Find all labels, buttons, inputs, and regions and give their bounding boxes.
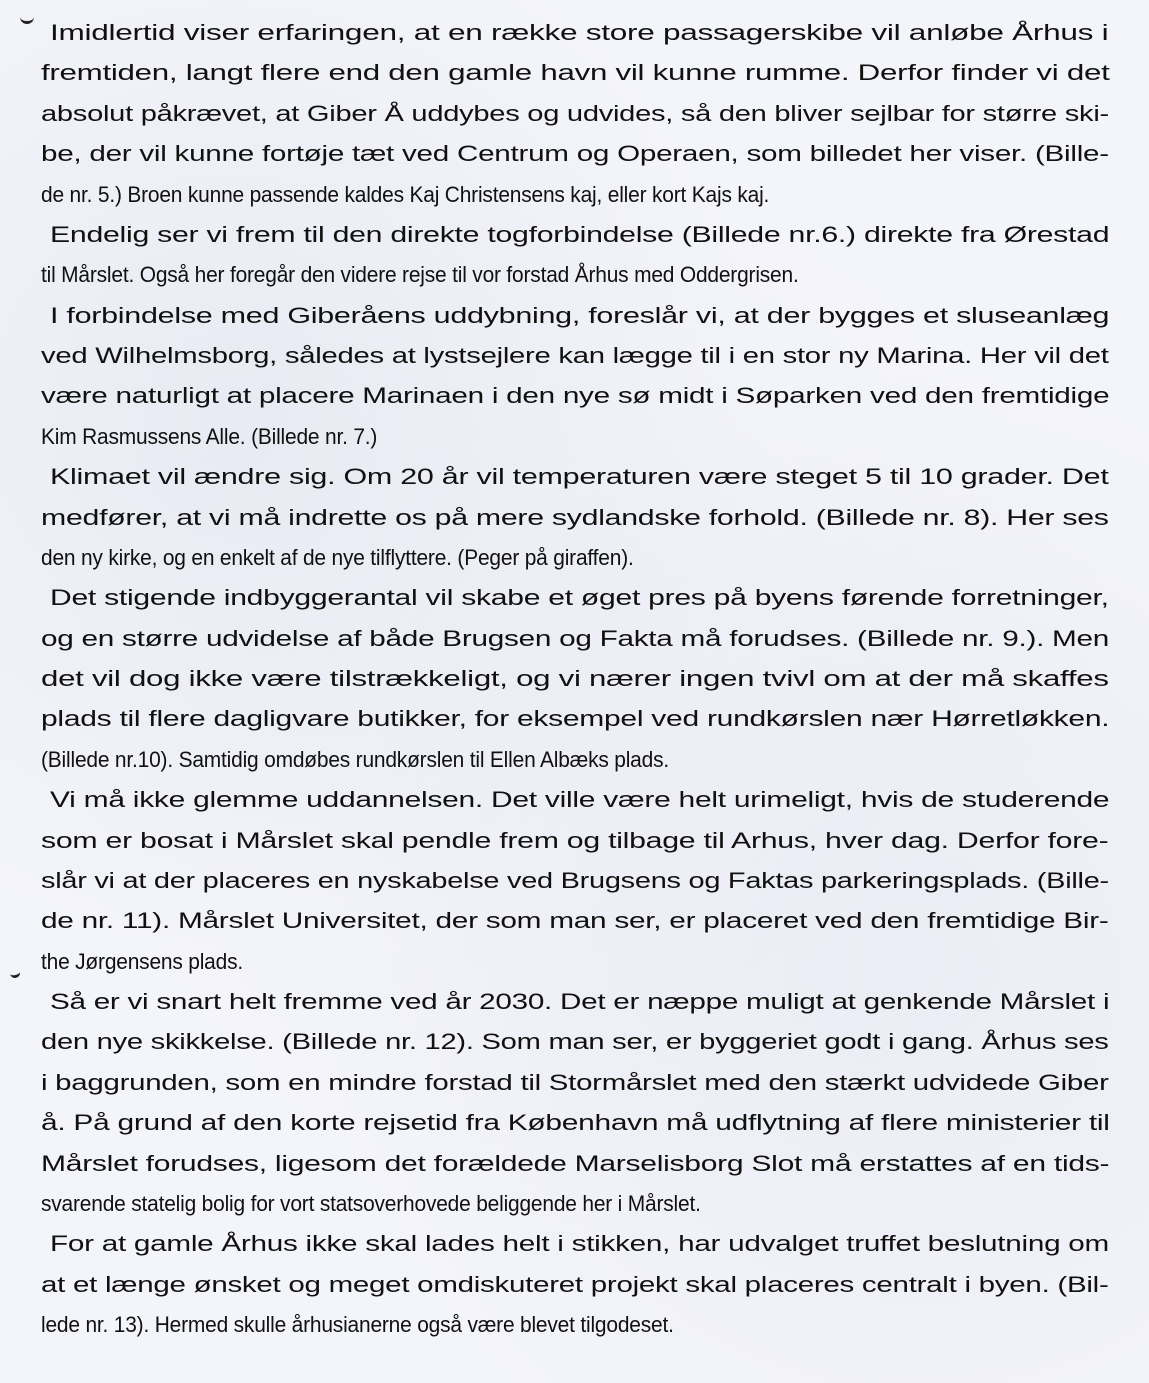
- paragraph-3-line-1: I forbindelse med Giberåens uddybning, foreslår vi, at der bygges et sluseanlæg: [50, 302, 1110, 328]
- paragraph-6-line-4: de nr. 11). Mårslet Universitet, der som man ser, er placeret ved den fremtidige Bir-: [41, 908, 1109, 934]
- paragraph-1-line-4: be, der vil kunne fortøje tæt ved Centrum og Operaen, som billedet her viser. (Bille-: [41, 141, 1109, 167]
- paragraph-1-line-3: absolut påkrævet, at Giber Å uddybes og udvides, så den bliver sejlbar for større ski-: [41, 100, 1109, 126]
- paragraph-5-line-2: og en større udvidelse af både Brugsen og Fakta må forudses. (Billede nr. 9.). Men: [41, 625, 1110, 651]
- scan-mark-top: [20, 14, 34, 24]
- paragraph-2-line-1: Endelig ser vi frem til den direkte togforbindelse (Billede nr.6.) direkte fra Ørestad: [50, 221, 1110, 247]
- paragraph-7-line-3: i baggrunden, som en mindre forstad til Stormårslet med den stærkt udvidede Giber: [41, 1069, 1109, 1095]
- paragraph-8-line-3: lede nr. 13). Hermed skulle århusianerne også være blevet tilgodeset.: [41, 1312, 674, 1337]
- paragraph-7-line-2: den nye skikkelse. (Billede nr. 12). Som man ser, er byggeriet godt i gang. Århus ses: [41, 1029, 1109, 1055]
- paragraph-5-line-1: Det stigende indbyggerantal vil skabe et øget pres på byens førende forretninger,: [50, 585, 1109, 611]
- paragraph-6-line-2: som er bosat i Mårslet skal pendle frem og tilbage til Arhus, hver dag. Derfor fore-: [41, 827, 1109, 853]
- paragraph-5-line-5: (Billede nr.10). Samtidig omdøbes rundkørslen til Ellen Albæks plads.: [41, 746, 669, 772]
- scan-mark-side: [9, 967, 21, 979]
- paragraph-3-line-4: Kim Rasmussens Alle. (Billede nr. 7.): [41, 423, 378, 449]
- paragraph-6-line-3: slår vi at der placeres en nyskabelse ved Brugsens og Faktas parkeringsplads. (Bille-: [41, 867, 1109, 893]
- paragraph-1-line-1: Imidlertid viser erfaringen, at en række store passagerskibe vil anløbe Århus i: [50, 20, 1109, 45]
- paragraph-4-line-1: Klimaet vil ændre sig. Om 20 år vil temperaturen være steget 5 til 10 grader. Det: [50, 464, 1109, 490]
- paragraph-7-line-4: å. På grund af den korte rejsetid fra København må udflytning af flere ministerier til: [41, 1110, 1110, 1136]
- paragraph-1-line-2: fremtiden, langt flere end den gamle havn vil kunne rumme. Derfor finder vi det: [41, 60, 1110, 86]
- paragraph-8-line-2: at et længe ønsket og meget omdiskuteret projekt skal placeres centralt i byen. (Bil-: [41, 1271, 1109, 1297]
- paragraph-7-line-5: Mårslet forudses, ligesom det forældede Marselisborg Slot må erstattes af en tids-: [41, 1150, 1110, 1176]
- paragraph-6-line-5: the Jørgensens plads.: [41, 948, 243, 974]
- paragraph-8-line-1: For at gamle Århus ikke skal lades helt i stikken, har udvalget truffet beslutning om: [50, 1231, 1109, 1257]
- paragraph-4-line-3: den ny kirke, og en enkelt af de nye tilflyttere. (Peger på giraffen).: [41, 544, 634, 570]
- paragraph-5-line-4: plads til flere dagligvare butikker, for eksempel ved rundkørslen nær Hørretløkken.: [41, 706, 1110, 732]
- paragraph-1-line-5: de nr. 5.) Broen kunne passende kaldes Kaj Christensens kaj, eller kort Kajs kaj.: [41, 181, 770, 207]
- paragraph-7-line-1: Så er vi snart helt fremme ved år 2030. Det er næppe muligt at genkende Mårslet i: [50, 989, 1110, 1014]
- paragraph-4-line-2: medfører, at vi må indrette os på mere sydlandske forhold. (Billede nr. 8). Her ses: [41, 504, 1109, 530]
- paragraph-7-line-6: svarende statelig bolig for vort statsoverhovede beliggende her i Mårslet.: [41, 1190, 701, 1216]
- paragraph-5-line-3: det vil dog ikke være tilstrækkeligt, og vi nærer ingen tvivl om at der må skaffes: [41, 666, 1109, 691]
- paragraph-6-line-1: Vi må ikke glemme uddannelsen. Det ville være helt urimeligt, hvis de studerende: [50, 787, 1110, 813]
- paragraph-2-line-2: til Mårslet. Også her foregår den videre rejse til vor forstad Århus med Oddergrisen.: [41, 262, 799, 288]
- paragraph-3-line-2: ved Wilhelmsborg, således at lystsejlere kan lægge til i en stor ny Marina. Her vil det: [41, 343, 1109, 368]
- paragraph-3-line-3: være naturligt at placere Marinaen i den nye sø midt i Søparken ved den fremtidige: [41, 383, 1110, 409]
